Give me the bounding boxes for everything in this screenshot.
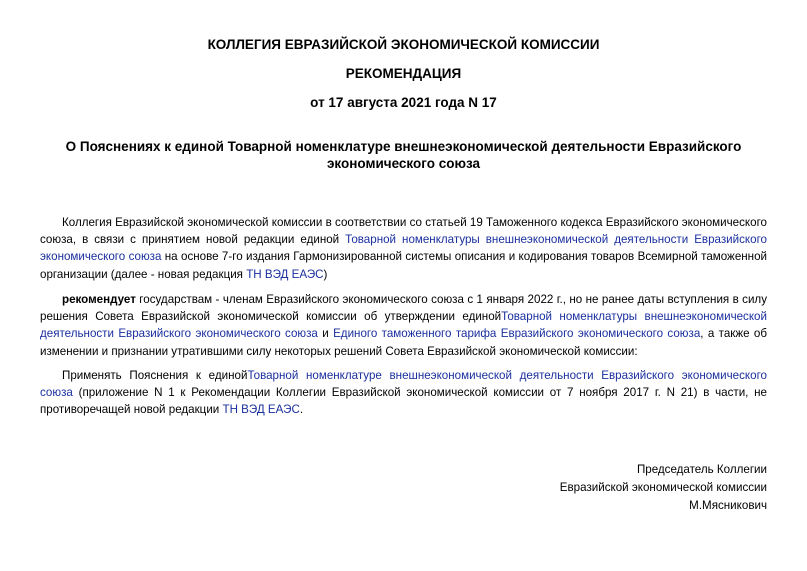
- link-tn-ved-full-2[interactable]: Товарной номенклатуры внешнеэкономической деятельности Евразийского экономического союза: [40, 310, 767, 341]
- paragraph-3-text-3: .: [299, 403, 304, 417]
- link-customs-tariff[interactable]: Единого таможенного тарифа Евразийского экономического союза: [333, 327, 701, 341]
- paragraph-1-text-2: на основе 7-го издания Гармонизированной системы описания и кодирования товаров Всемирной таможенной организации (далее - новая редакция: [40, 250, 767, 281]
- signature-name: М.Мясникович: [689, 499, 767, 512]
- paragraph-1: [40, 214, 767, 283]
- doc-subject: О Пояснениях к единой Товарной номенклатуре внешнеэкономической деятельности Евразийского экономического союза: [65, 139, 742, 171]
- link-tn-ved-abbr[interactable]: ТН ВЭД ЕАЭС: [246, 267, 324, 281]
- paragraph-1-text-3: ): [323, 267, 328, 281]
- paragraph-3-text-2: (приложение N 1 к Рекомендации Коллегии Евразийской экономической комиссии от 7 ноября 2017 г. N 21) в части, не противоречащей новой редакции: [40, 386, 767, 417]
- paragraph-2: [40, 291, 767, 360]
- signature-title: Председатель Коллегии: [636, 463, 767, 476]
- doc-type: РЕКОМЕНДАЦИЯ: [345, 66, 462, 81]
- paragraph-2-bold: рекомендует: [62, 293, 136, 306]
- org-title: КОЛЛЕГИЯ ЕВРАЗИЙСКОЙ ЭКОНОМИЧЕСКОЙ КОМИССИИ: [207, 37, 600, 52]
- signature-body: Евразийской экономической комиссии: [559, 481, 767, 494]
- paragraph-2-text-1: государствам - членам Евразийского экономического союза с 1 января 2022 г., но не ранее даты вступления в силу решения Совета Евразийской экономической комиссии об утверждении единой: [40, 293, 767, 324]
- link-tn-ved-abbr-2[interactable]: ТН ВЭД ЕАЭС: [222, 403, 300, 417]
- paragraph-2-text-3: , а также об изменении и признании утратившими силу некоторых решений Совета Евразийской экономической комиссии:: [40, 327, 767, 358]
- link-tn-ved-full[interactable]: Товарной номенклатуры внешнеэкономической деятельности Евразийского экономического союза: [40, 233, 767, 264]
- paragraph-3: [40, 367, 767, 419]
- doc-date-number: от 17 августа 2021 года N 17: [310, 95, 497, 110]
- link-tn-ved-full-3[interactable]: Товарной номенклатуре внешнеэкономической деятельности Евразийского экономического союза: [40, 369, 767, 400]
- paragraph-2-text-2: и: [317, 327, 334, 341]
- paragraph-3-text-1: Применять Пояснения к единой: [62, 369, 248, 382]
- paragraph-1-text-1: Коллегия Евразийской экономической комиссии в соответствии со статьей 19 Таможенного кодекса Евразийского экономического союза, в связи с принятием новой редакции единой: [40, 216, 767, 247]
